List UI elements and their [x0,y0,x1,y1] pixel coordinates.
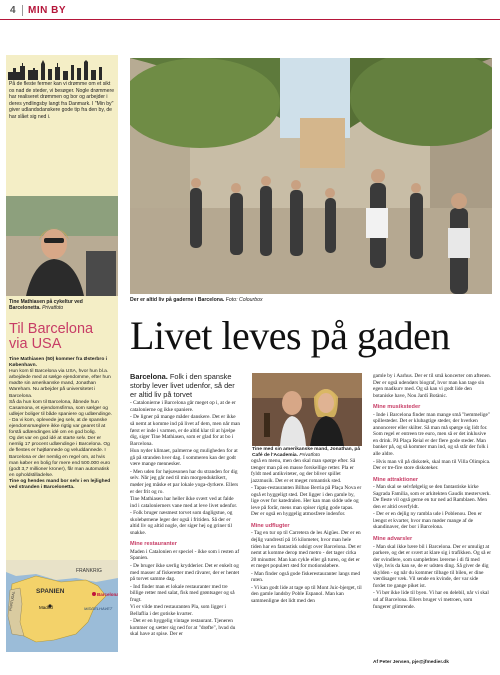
byline: Af Peter Jensen, pje@jfmedier.dk [373,660,449,665]
subheading-attractions: Mine attraktioner [373,476,419,483]
map-label-france: FRANKRIG [76,568,102,574]
tina-photo [6,196,118,296]
article-column-2: også en menu, men den skal man spørge efter. Så tænger man på en masse forskellige retter. Pla er fyldt med antikviteter, og der bliver spillet jazzmusik. Det er et meget romantisk sted. - Tapas-restauranten Bilbao Berria på Plaça Nova er også et hyggeligt sted. Det ligger i den gamle by, lige over for katedralen. Her kan man sidde ude og leve på forår, mens man spiser rigtig gode tapas. Der er også en hyggelig atmosfære indenfor. Mine udflugter - Tag en tur op til Carretera de les Aigües. Der er en dejlig vandrestí på 16 kilometer, hvor man hele tiden har en fantastisk udsigt over Barcelona. Det er nemt at komme derop med metro - det tager cirka 20 minutter. Man kan cykle eller gå turen, og det er et meget populært sted for motionsløbere. - Man finder også gode fiskerestauranter langs med ruten. - Vi kan godt lide at tage op til Mont Juic-bjerget, til den gamle landsby Poble Espanol. Man kan sammenligne det lidt med den [251,458,362,604]
couple-photo [252,373,362,446]
section-title: MIN BY [28,5,66,16]
sidebar-title: Til Barcelona via USA [9,321,94,352]
skyline-icon [6,58,118,80]
spain-map [6,560,118,652]
article-column-1: Barcelona. Folk i den spanske storby lever livet udenfor, så der er altid liv på torvet - Catalonierne i Barcelona går meget op i, at de er catalonierne og ikke spaniere. - De ligner på mange måder danskere. Det er ikke så nemt at komme ind på livet af dem, men når man først er inde i varmen, er de altid klar til at hjælpe dig, siger Tine Mathiasen, som er glad for at bo i Barcelona. Hun nyder klimaet, palmerne og muligheden for at gå på stranden hver dag. I sommeren kan der godt være mange mennesker. - Men uden for højsæsonen har du stranden for dig selv. Når jeg går ned til min morgenduktikert, møder jeg måske et par lokale yoga-dyrkere. Ellers er der frit og ro. Tine Mathiasen har heller ikke svært ved at falde ind i catalonierners vane med at leve livet udenfor. - Folk bruger næsmest torvet som dagligstue, og skolebørnene leger der også i fritiden. Så der er altid liv og altid nogle, der siger hej og griner til snakke. Mine restauranter Maden i Catalonien er speciel - ikke som i resten af Spanien. - De bruger ikke særlig krydderier. Det er enkelt og med masser af fiskeretter med råvarer, der er hentet på torvet samme dag. - Ind finder man et lokale restauranter med tre billige retter med salat, fisk med grøntsager og så frugt. Vi er vilde med restauranten Pla, som ligger i Bellaflia i det gotiske kvarter. - Det er en hyggelig vintage restaurant. Tjeneren kommer og sætter sig ned for at "drøfte", hvad du skal have at spise. Der er [130,372,241,638]
subheading-warnings: Mine advarsler [373,536,413,543]
map-label-portugal: PORTUGAL [8,591,16,612]
subheading-excursions: Mine udflugter [251,522,290,529]
sidebar-intro: På de fleste fermer kan vi drømme om et sikt os nad de steder, vi besøger. Nogle drømmere har realiseret drømmen og bor og arbejder i deres yndlingsby langt fra Danmark. I "Min by" giver udlandsdanskere gode tip fra den by, de har slået sig ned i. [9,81,115,120]
map-label-madrid: Madrid [39,605,53,610]
subheading-music: Mine musiksteder [373,404,421,411]
article-column-3: gamle by i Aarhus. Der er til små koncerter om aftenen. Der er også udendørs biograf, hvor man kan tage sin egen madkurv med. Og så kan vi godt lide den botaniske have, Nou Jardí Botànic. Mine musiksteder - Inde i Barcelona finder man mange små "hemmelige" spillesteder. Det er klubagtige steder, der hverken annoncerer eller skilter. Så man må spørge sig lidt for. Som regel er entreen tre euro, men så er det inklusive en drink. På Plaça Reial er der flere gode steder. Man banker på, og så kommer man ind, og så står der folk i alle aldre. - Hvis man vil på diskotek, skal man til Villa Olimpica. Der er tre-fire store diskoteker. Mine attraktioner - Man skal se selvfølgelig se den fantastiske kirke Sagrada Família, som er arkitekten Gaudís mesterværk. De fleste vil også gerne en tur ned ad Ramblaen. Men den er altid overfyldt. - Der er en dejlig ny rambla ude i Poblenou. Den er længst et kvarter, hvor man møder mange af de skandinaver, der bor i Barcelona. Mine advarsler - Man skal ikke bære bil i Barcelona. Der er umuligt at parkere, og det er svært at klare sig i trafikken. Og så er der svindlere, som samplethtes lærerne i di få med vilje, hvis da kan se, de er udsten ding. Så giver de dig skylden - og når du kommer tilbage til bilen, er dine værdisager væk. Vil sende en kvinde, der var side fordet tre gange piket ist. - Vi bør ikke lide til byen. Vi har en delebil, når vi skal ud af Barcelona. Ellers bruger vi metroen, som fungerer glimrende. [373,373,491,610]
photo-caption: Der er altid liv på gaderne i Barcelona. Foto: Colourbox [130,297,263,303]
sidebar-facts: Tine Mathiasen (50) kommer fra Østerbro i København. Hun kom til Barcelona via USA, hvor hun bl.a. arbejdede med at sælge ejendomme, efter hun mødte sin amerikanske mand, Jonathan Wareham. Nu arbejder på universitetet i Barcelona. Så da hun kom til Barcelona, åbnede hun Casamona, et ejendomsfirma, som sælger og udlejer boliger til både spaniere og udlændinge. - Da vi kom, oplevede jeg selv, at de spanske ejendomsmæglere ikke rigtig var gearet til at forstå udlændinges idé om en god bolig. Og det var en god idé at starte selv. Der er nemlig 17 procent udlændinge i Barcelona. Og de flestes er højtlønnede og veluddannede. I Barcelona er der nemlig en regel om, at hvis man køber en bolig for mere end 500.000 euro (godt 3,7 millioner kroner), får man automatisk en opholdstilladelse. Tine og hendes mand bor selv i en lejlighed ved stranden i Barcelonetta. [9,357,113,490]
couple-caption: Tine med sin amerikanske mand, Jonathan, på Café de l'Academia. Privatfoto [252,447,361,458]
subheading-restaurants: Mine restauranter [130,541,177,548]
map-label-sea: MIDDELHAVET [84,606,113,611]
map-label-barcelona: Barcelona [97,592,118,597]
headline: Livet leves på gaden [130,313,450,358]
header-separator [22,5,23,16]
tina-caption: Tine Mathiasen på cykeltur ved Barcelonetta. Privatfoto [9,299,83,312]
street-photo [130,58,492,294]
page-number: 4 [10,5,16,16]
header-rule [0,19,500,20]
map-label-spain: SPANIEN [36,588,65,595]
